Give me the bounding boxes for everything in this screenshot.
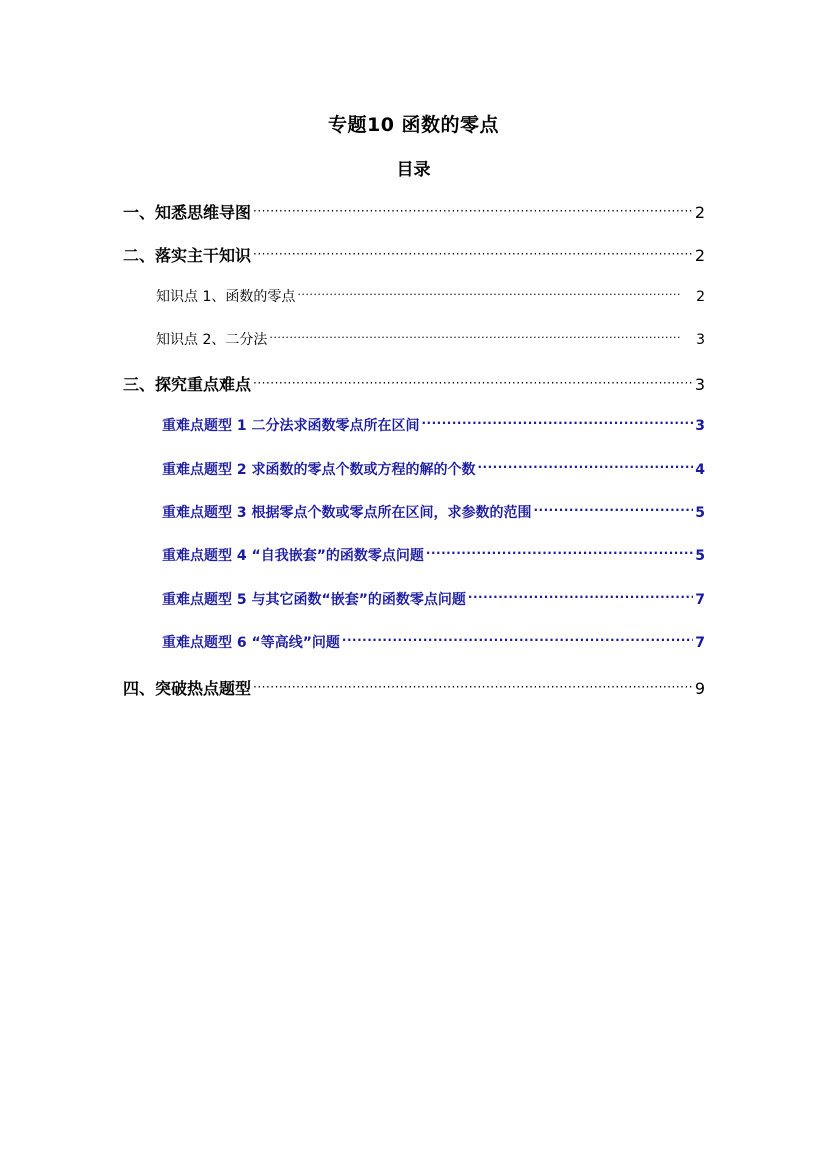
toc-entry-label: 四、突破热点题型 <box>123 679 252 698</box>
toc-page-number: 2 <box>694 246 705 265</box>
toc-entry-problem-type-1[interactable] <box>162 415 705 435</box>
toc-entry-label: 重难点题型 4 “自我嵌套”的函数零点问题 <box>162 548 424 564</box>
toc-page-number: 2 <box>696 289 705 305</box>
toc-dot-leader <box>253 678 693 694</box>
toc-dot-leader <box>253 374 693 390</box>
toc-entry-label: 知识点 1、函数的零点 <box>156 289 296 305</box>
toc-dot-leader <box>253 202 693 218</box>
toc-entry-mindmap[interactable] <box>123 200 705 223</box>
toc-dot-leader <box>478 460 694 474</box>
toc-page-number: 7 <box>695 635 705 651</box>
toc-entry-label: 重难点题型 2 求函数的零点个数或方程的解的个数 <box>162 462 476 478</box>
toc-dot-leader <box>297 287 682 301</box>
toc-entry-label: 重难点题型 5 与其它函数“嵌套”的函数零点问题 <box>162 592 466 608</box>
toc-entry-label: 知识点 2、二分法 <box>156 332 268 348</box>
toc-page-number: 3 <box>695 418 705 434</box>
toc-page-number: 4 <box>695 462 705 478</box>
toc-entry-label: 三、探究重点难点 <box>123 375 252 394</box>
toc-heading: 目录 <box>396 160 431 180</box>
toc-entry-label: 一、知悉思维导图 <box>123 203 252 222</box>
toc-page-number: 5 <box>695 548 705 564</box>
toc-entry-knowledge-point-1[interactable] <box>156 286 705 306</box>
toc-entry-problem-type-4[interactable] <box>162 545 705 565</box>
toc-entry-label: 重难点题型 6 “等高线”问题 <box>162 635 340 651</box>
toc-page-number: 3 <box>696 332 705 348</box>
toc-dot-leader <box>269 330 682 344</box>
toc-entry-knowledge-point-2[interactable] <box>156 329 705 349</box>
toc-page-number: 9 <box>694 679 705 698</box>
toc-entry-label: 重难点题型 1 二分法求函数零点所在区间 <box>162 418 420 434</box>
toc-dot-leader <box>426 546 693 560</box>
toc-entry-problem-type-6[interactable] <box>162 632 705 652</box>
toc-page-number: 2 <box>694 203 705 222</box>
toc-entry-problem-type-3[interactable] <box>162 502 705 522</box>
toc-entry-label: 二、落实主干知识 <box>123 246 252 265</box>
toc-entry-main-knowledge[interactable] <box>123 243 705 266</box>
toc-page-number: 3 <box>694 375 705 394</box>
toc-entry-key-difficulties[interactable] <box>123 372 705 395</box>
toc-entry-problem-type-5[interactable] <box>162 589 705 609</box>
toc-page-number: 7 <box>695 592 705 608</box>
toc-entry-problem-type-2[interactable] <box>162 459 705 479</box>
toc-dot-leader <box>342 633 693 647</box>
toc-dot-leader <box>422 416 694 430</box>
toc-dot-leader <box>468 590 693 604</box>
toc-dot-leader <box>253 245 693 261</box>
toc-entry-label: 重难点题型 3 根据零点个数或零点所在区间，求参数的范围 <box>162 505 532 521</box>
toc-dot-leader <box>534 503 694 517</box>
toc-entry-hot-topics[interactable] <box>123 676 705 699</box>
toc-page-number: 5 <box>695 505 705 521</box>
document-title: 专题10 函数的零点 <box>327 114 500 136</box>
